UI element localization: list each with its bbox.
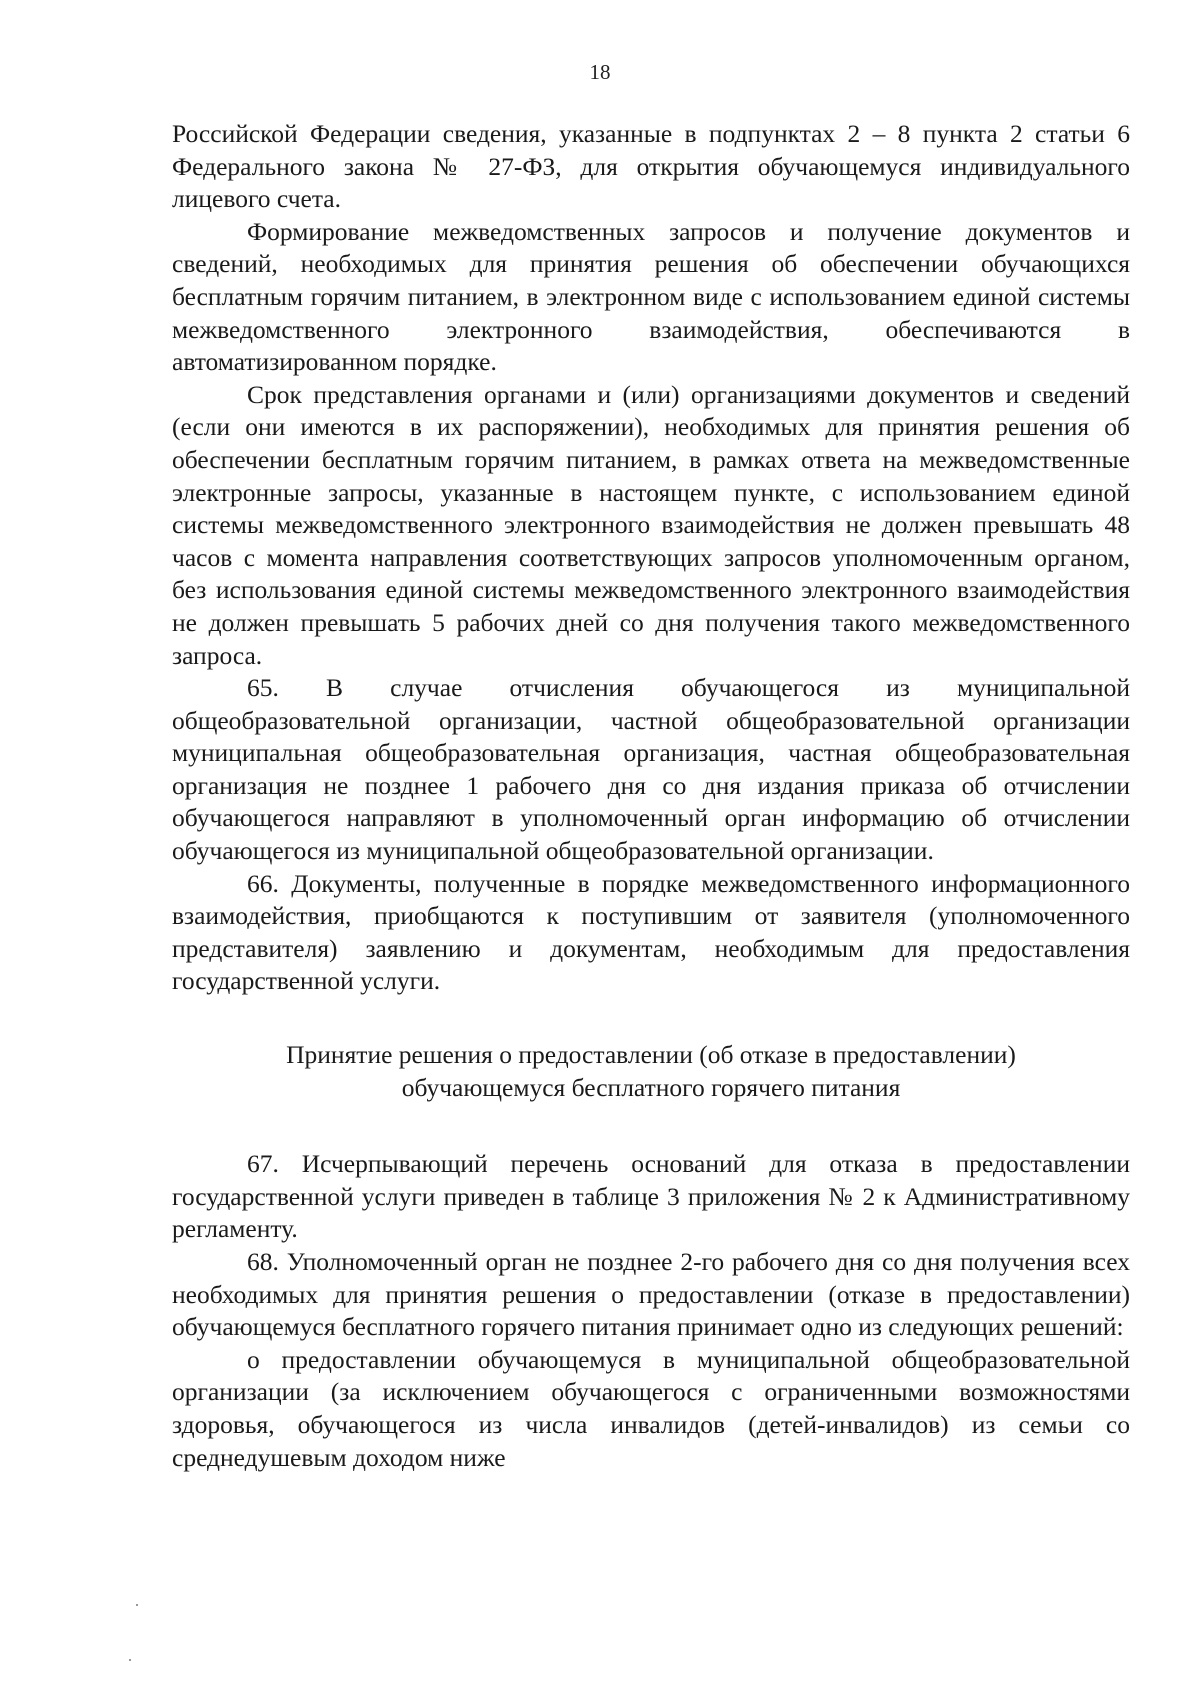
section-heading-line-2: обучающемуся бесплатного горячего питания — [401, 1072, 901, 1102]
paragraph-decision-option: о предоставлении обучающемуся в муниципальной общеобразовательной организации (за исключением обучающегося с ограниченными возможностями здоровья, обучающегося из числа инвалидов (детей-инвалидов) из семьи со среднедушевым доходом ниже — [172, 1344, 1130, 1472]
scan-speck — [136, 1604, 138, 1606]
paragraph-item-68: 68. Уполномоченный орган не позднее 2-го рабочего дня со дня получения всех необходимых для принятия решения о предоставлении (отказе в предоставлении) обучающемуся бесплатного горячего питания принимает одно из следующих решений: — [172, 1247, 1130, 1342]
paragraph-item-67: 67. Исчерпывающий перечень оснований для отказа в предоставлении государственной услуги приведен в таблице 3 приложения № 2 к Административному регламенту. — [172, 1149, 1130, 1244]
paragraph-continuation: Российской Федерации сведения, указанные в подпунктах 2 – 8 пункта 2 статьи 6 Федерального закона № 27-ФЗ, для открытия обучающемуся индивидуального лицевого счета. — [172, 119, 1130, 214]
paragraph-item-65: 65. В случае отчисления обучающегося из муниципальной общеобразовательной организации, частной общеобразовательной организации муниципальная общеобразовательная организация, частная общеобразовательная организация не позднее 1 рабочего дня со дня издания приказа об отчислении обучающегося направляют в уполномоченный орган информацию об отчислении обучающегося из муниципальной общеобразовательной организации. — [172, 673, 1130, 866]
page-number: 18 — [589, 60, 611, 84]
document-body — [172, 118, 1130, 1474]
section-heading — [172, 1039, 1130, 1104]
paragraph-item-66: 66. Документы, полученные в порядке межведомственного информационного взаимодействия, приобщаются к поступившим от заявителя (уполномоченного представителя) заявлению и документам, необходимым для предоставления государственной услуги. — [172, 868, 1130, 996]
scan-speck — [129, 1659, 131, 1661]
section-heading-line-1: Принятие решения о предоставлении (об отказе в предоставлении) — [286, 1040, 1016, 1070]
paragraph-submission-deadline: Срок представления органами и (или) организациями документов и сведений (если они имеются в их распоряжении), необходимых для принятия решения об обеспечении бесплатным горячим питанием, в рамках ответа на межведомственные электронные запросы, указанные в настоящем пункте, с использованием единой системы межведомственного электронного взаимодействия не должен превышать 48 часов с момента направления соответствующих запросов уполномоченным органом, без использования единой системы межведомственного электронного взаимодействия не должен превышать 5 рабочих дней со дня получения такого межведомственного запроса. — [172, 379, 1130, 670]
paragraph-interagency-requests: Формирование межведомственных запросов и получение документов и сведений, необходимых для принятия решения об обеспечении обучающихся бесплатным горячим питанием, в электронном виде с использованием единой системы межведомственного электронного взаимодействия, обеспечиваются в автоматизированном порядке. — [172, 216, 1130, 377]
